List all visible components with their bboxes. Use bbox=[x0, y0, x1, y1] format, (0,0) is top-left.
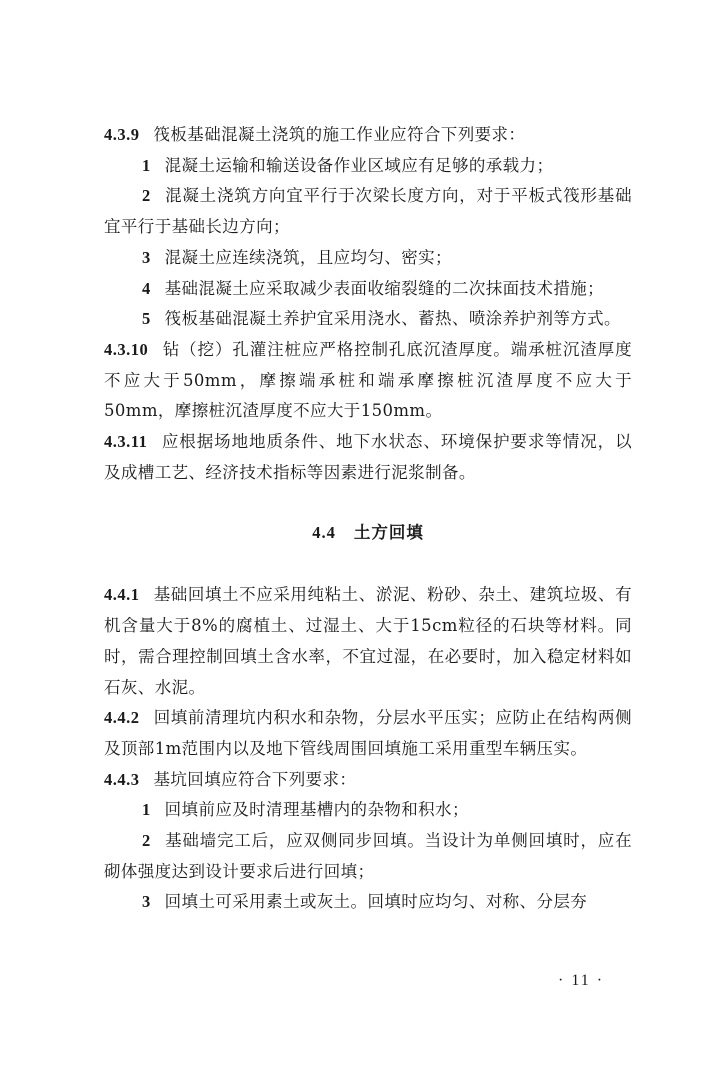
item-text: 回填前应及时清理基槽内的杂物和积水； bbox=[164, 800, 469, 820]
item-text: 回填土可采用素土或灰土。回填时应均匀、对称、分层夯 bbox=[164, 892, 588, 912]
item-text: 基础墙完工后，应双侧同步回填。当设计为单侧回填时，应在砌体强度达到设计要求后进行回填； bbox=[104, 831, 632, 881]
list-item bbox=[104, 181, 632, 242]
item-number: 3 bbox=[142, 892, 151, 912]
list-item bbox=[104, 795, 632, 826]
page-number: · 11 · bbox=[558, 972, 605, 989]
item-text: 混凝土浇筑方向宜平行于次梁长度方向，对于平板式筏形基础宜平行于基础长边方向； bbox=[104, 186, 632, 237]
document-page bbox=[104, 120, 632, 918]
item-text: 混凝土运输和输送设备作业区域应有足够的承载力； bbox=[164, 155, 554, 175]
clause-4-3-10 bbox=[104, 335, 632, 427]
list-item bbox=[104, 826, 632, 887]
item-number: 1 bbox=[142, 155, 151, 175]
item-number: 3 bbox=[142, 247, 151, 267]
item-number: 1 bbox=[142, 800, 151, 820]
item-number: 2 bbox=[142, 831, 151, 851]
clause-text: 回填前清理坑内积水和杂物，分层水平压实；应防止在结构两侧及顶部1m范围内以及地下管线周围回填施工采用重型车辆压实。 bbox=[104, 708, 632, 758]
clause-text: 钻（挖）孔灌注桩应严格控制孔底沉渣厚度。端承桩沉渣厚度不应大于50mm，摩擦端承桩和端承摩擦桩沉渣厚度不应大于50mm，摩擦桩沉渣厚度不应大于150mm。 bbox=[104, 339, 632, 421]
item-text: 基础混凝土应采取减少表面收缩裂缝的二次抹面技术措施； bbox=[164, 278, 605, 298]
list-item bbox=[104, 887, 632, 918]
section-title: 土方回填 bbox=[353, 523, 424, 543]
clause-number: 4.4.2 bbox=[104, 708, 140, 728]
item-text: 筏板基础混凝土养护宜采用浇水、蓄热、喷涂养护剂等方式。 bbox=[164, 309, 621, 329]
clause-number: 4.4.1 bbox=[104, 585, 140, 605]
clause-text: 筏板基础混凝土浇筑的施工作业应符合下列要求： bbox=[153, 125, 526, 144]
list-item bbox=[104, 243, 632, 274]
clause-4-4-3 bbox=[104, 765, 632, 796]
section-number: 4.4 bbox=[312, 523, 336, 543]
clause-text: 应根据场地地质条件、地下水状态、环境保护要求等情况，以及成槽工艺、经济技术指标等因素进行泥浆制备。 bbox=[104, 432, 632, 482]
list-item bbox=[104, 151, 632, 182]
item-text: 混凝土应连续浇筑，且应均匀、密实； bbox=[164, 247, 452, 267]
item-number: 4 bbox=[142, 278, 151, 298]
clause-number: 4.3.9 bbox=[104, 125, 140, 144]
item-number: 5 bbox=[142, 309, 151, 329]
clause-number: 4.4.3 bbox=[104, 769, 140, 789]
clause-4-3-9 bbox=[104, 120, 632, 151]
list-item bbox=[104, 304, 632, 335]
clause-number: 4.3.11 bbox=[104, 432, 148, 452]
item-number: 2 bbox=[142, 186, 151, 206]
clause-number: 4.3.10 bbox=[104, 339, 149, 359]
section-heading bbox=[104, 518, 632, 548]
list-item bbox=[104, 274, 632, 305]
clause-text: 基坑回填应符合下列要求： bbox=[153, 769, 357, 789]
clause-text: 基础回填土不应采用纯粘土、淤泥、粉砂、杂土、建筑垃圾、有机含量大于8%的腐植土、过湿土、大于15cm粒径的石块等材料。同时，需合理控制回填土含水率，不宜过湿，在必要时，加入稳定材料如石灰、水泥。 bbox=[104, 585, 632, 697]
clause-4-3-11 bbox=[104, 427, 632, 488]
clause-4-4-2 bbox=[104, 703, 632, 764]
clause-4-4-1 bbox=[104, 580, 632, 703]
